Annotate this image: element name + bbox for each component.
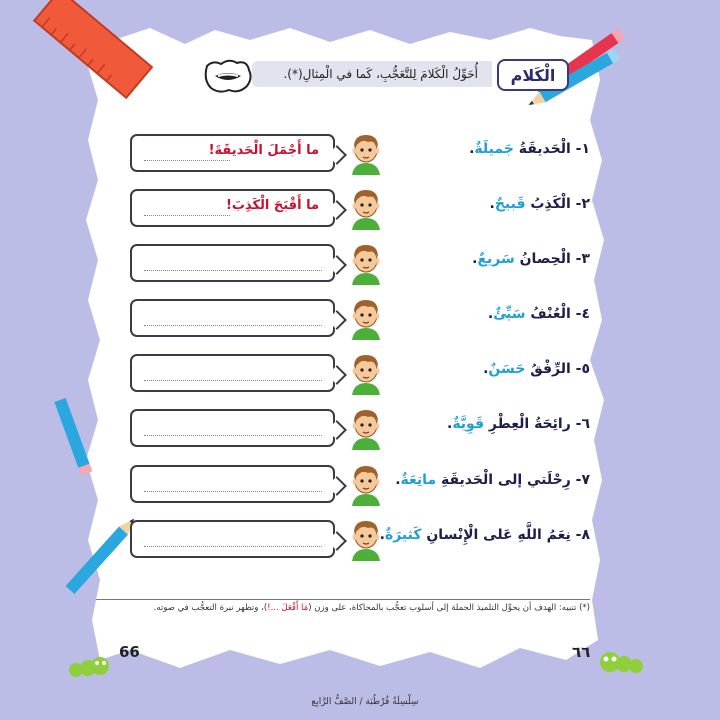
answer-dotted-line [144, 546, 322, 547]
answer-bubble[interactable] [130, 354, 335, 392]
boy-avatar-icon [348, 462, 384, 506]
exercise-end: . [379, 527, 385, 543]
series-title: سِلْسِلَةُ قُرْطُبَة / الصَّفُّ الرَّابِع [311, 697, 419, 707]
exercise-sentence [380, 527, 590, 543]
exercise-subject: الْحَديقَةُ [518, 141, 571, 157]
answer-bubble[interactable] [130, 299, 335, 337]
exercise-adjective: قَوِيَّةٌ [452, 416, 485, 432]
boy-avatar-icon [348, 186, 384, 230]
exercise-sentence [490, 196, 590, 212]
exercise-sentence [469, 141, 590, 157]
exercise-number: ١- [575, 141, 590, 157]
footnote-suffix: )، وتظهر نبرة التعجُّب في صوته. [153, 603, 268, 613]
answer-rest: أَجْمَلَ الْحَديقَةَ! [208, 143, 302, 158]
answer-dotted-line [144, 160, 230, 161]
answer-dotted-line [144, 325, 322, 326]
exercise-subject: الْعُنْفُ [530, 306, 571, 322]
exercise-row [130, 134, 590, 178]
exercise-adjective: جَميلَةٌ [474, 141, 514, 157]
exercise-adjective: ماتِعَةٌ [400, 472, 437, 488]
exercise-row [130, 299, 590, 343]
answer-bubble[interactable] [130, 189, 335, 227]
boy-avatar-icon [348, 406, 384, 450]
exercise-adjective: قَبيحٌ [494, 196, 526, 212]
exercise-sentence [395, 472, 590, 488]
speaking-mouth-icon [203, 58, 253, 94]
boy-avatar-icon [348, 351, 384, 395]
page-number-arabic: ٦٦ [572, 643, 591, 661]
exercise-sentence [488, 306, 590, 322]
footnote-pattern: مَا أَفْعَلَ ...! [267, 603, 309, 613]
instruction-text: أُحَوِّلُ الْكَلامَ لِلتَّعَجُّبِ، كَما في الْمِثالِ(*). [283, 67, 478, 81]
answer-dotted-line [144, 435, 322, 436]
page-number-latin: 66 [119, 643, 140, 661]
exercise-row [130, 354, 590, 398]
exercise-subject: نِعَمُ اللَّهِ عَلى الْإِنْسانِ [426, 527, 571, 543]
answer-text [226, 198, 319, 213]
exercise-end: . [395, 472, 401, 488]
exercise-sentence [483, 361, 590, 377]
exercise-adjective: حَسَنٌ [488, 361, 526, 377]
exercise-number: ٤- [575, 306, 590, 322]
exercise-row [130, 189, 590, 233]
answer-bubble[interactable] [130, 409, 335, 447]
boy-avatar-icon [348, 296, 384, 340]
exercise-end: . [469, 141, 475, 157]
exercise-number: ٧- [575, 472, 590, 488]
exercise-sentence [447, 416, 590, 432]
answer-ma: ما [306, 143, 319, 158]
exercise-end: . [446, 416, 453, 432]
exercise-row [130, 465, 590, 509]
answer-dotted-line [144, 491, 322, 492]
exercise-number: ٥- [575, 361, 590, 377]
exercise-row [130, 244, 590, 288]
exercise-number: ٢- [575, 196, 590, 212]
exercise-subject: الرِّفْقُ [530, 361, 571, 377]
answer-text [209, 143, 319, 158]
answer-dotted-line [144, 215, 230, 216]
exercise-adjective: سَريعٌ [477, 251, 515, 267]
answer-bubble[interactable] [130, 134, 335, 172]
answer-dotted-line [144, 380, 322, 381]
answer-dotted-line [144, 270, 322, 271]
exercise-number: ٨- [575, 527, 590, 543]
exercise-row [130, 409, 590, 453]
exercise-number: ٣- [575, 251, 590, 267]
exercise-row [130, 520, 590, 564]
boy-avatar-icon [348, 131, 384, 175]
exercise-end: . [489, 196, 495, 212]
answer-rest: أَقْبَحَ الْكَذِبَ! [225, 198, 302, 213]
footnote-prefix: (*) تنبيه: الهدف أن يحوِّل التلميذ الجملة إلى أسلوب تعجُّب بالمحاكاة، على وزن ( [308, 603, 590, 613]
footnote [150, 603, 590, 613]
exercise-sentence [472, 251, 590, 267]
section-badge-label: الْكَلام [510, 65, 556, 85]
answer-bubble[interactable] [130, 465, 335, 503]
exercise-subject: الْحِصانُ [519, 251, 571, 267]
footnote-divider [96, 599, 590, 600]
exercise-adjective: كَثيرَةٌ [384, 527, 422, 543]
exercise-adjective: سَيِّئٌ [493, 306, 526, 322]
section-badge [497, 59, 569, 91]
exercise-end: . [483, 361, 489, 377]
exercise-subject: الْكَذِبُ [530, 196, 571, 212]
answer-bubble[interactable] [130, 520, 335, 558]
exercise-end: . [472, 251, 478, 267]
exercise-subject: رائِحَةُ الْعِطْرِ [488, 416, 571, 432]
exercise-subject: رِحْلَتي إلى الْحَديقَةِ [440, 472, 571, 488]
instruction-bar [252, 61, 492, 87]
boy-avatar-icon [348, 241, 384, 285]
answer-ma: ما [306, 198, 319, 213]
boy-avatar-icon [348, 517, 384, 561]
answer-bubble[interactable] [130, 244, 335, 282]
exercise-end: . [487, 306, 494, 322]
exercise-number: ٦- [575, 416, 590, 432]
